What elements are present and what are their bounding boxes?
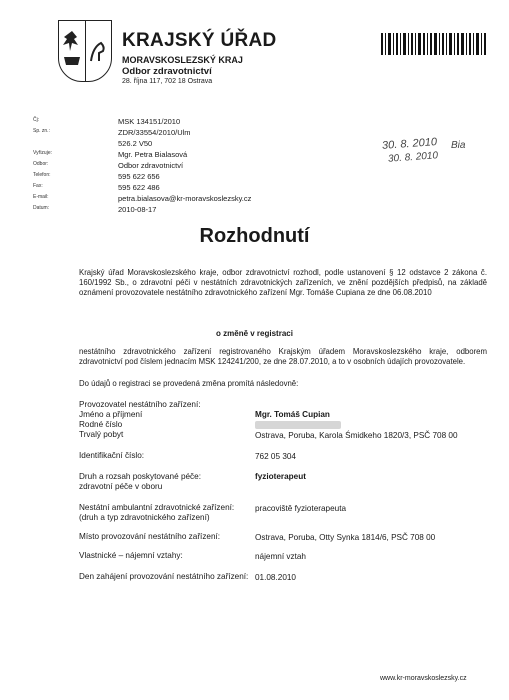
barcode-icon [381, 33, 487, 55]
field-label-ambulance: Nestátní ambulantní zdravotnické zařízení: [79, 503, 235, 512]
meta-label: Vyřizuje: [33, 150, 52, 156]
horse-icon [85, 21, 111, 81]
meta-label: Odbor: [33, 161, 49, 167]
field-value-pobyt: Ostrava, Poruba, Karola Śmidkeho 1820/3, PSČ 708 00 [255, 431, 458, 440]
meta-label: Fax: [33, 183, 43, 189]
field-label-misto: Místo provozování nestátního zařízení: [79, 532, 221, 541]
body-paragraph-2: Do údajů o registraci se provedená změna promítá následovně: [79, 379, 299, 388]
handwritten-date: 30. 8. 2010 [381, 136, 438, 152]
field-label-rodne-cislo: Rodné číslo [79, 420, 123, 429]
field-label-provozovatel: Provozovatel nestátního zařízení: [79, 400, 201, 409]
meta-value: 526.2 V50 [118, 139, 153, 148]
meta-value: 2010-08-17 [118, 205, 157, 214]
meta-value: petra.bialasova@kr-moravskoslezsky.cz [118, 194, 252, 203]
handwritten-initials: Bia [451, 140, 466, 151]
meta-label: Čj: [33, 117, 40, 123]
meta-label: Sp. zn.: [33, 128, 50, 134]
field-label-ambulance-2: (druh a typ zdravotnického zařízení) [79, 513, 210, 522]
field-label-jmeno: Jméno a příjmení [79, 410, 143, 419]
field-label-druh: Druh a rozsah poskytované péče: [79, 472, 201, 481]
field-value-ambulance: pracoviště fyzioterapeuta [255, 504, 347, 513]
field-value-ic: 762 05 304 [255, 452, 296, 461]
field-label-vlastnicke: Vlastnické – nájemní vztahy: [79, 551, 183, 560]
meta-label: E-mail: [33, 194, 49, 200]
subtitle: o změně v registraci [216, 329, 293, 338]
field-value-druh: fyzioterapeut [255, 472, 306, 481]
meta-label: Datum: [33, 205, 50, 211]
field-label-pobyt: Trvalý pobyt [79, 430, 124, 439]
field-value-misto: Ostrava, Poruba, Otty Synka 1814/6, PSČ 708 00 [255, 533, 436, 542]
body-paragraph: nestátního zdravotnického zařízení registrovaného Krajským úřadem Moravskoslezského kraje, odborem zdravotnictví pod číslem jednacím MSK 124241/200, ze dne 28.07.2010, a to v osobních údajích provozovatele. [79, 347, 487, 367]
footer-website: www.kr-moravskoslezsky.cz [380, 675, 467, 682]
org-title: KRAJSKÝ ÚŘAD [122, 30, 277, 51]
field-label-den: Den zahájení provozování nestátního zařízení: [79, 572, 249, 581]
field-value-jmeno: Mgr. Tomáš Cupian [255, 410, 330, 419]
org-address: 28. října 117, 702 18 Ostrava [122, 78, 213, 85]
meta-value: MSK 134151/2010 [118, 117, 181, 126]
field-value-den: 01.08.2010 [255, 573, 296, 582]
field-label-druh-2: zdravotní péče v oboru [79, 482, 163, 491]
eagle-icon [59, 21, 86, 81]
field-label-ic: Identifikační číslo: [79, 451, 145, 460]
meta-label: Telefon: [33, 172, 51, 178]
redacted-value [255, 421, 341, 429]
meta-value: 595 622 486 [118, 183, 160, 192]
meta-value: 595 622 656 [118, 172, 160, 181]
field-value-vlastnicke: nájemní vztah [255, 552, 306, 561]
meta-value: Odbor zdravotnictví [118, 161, 184, 170]
intro-paragraph: Krajský úřad Moravskoslezského kraje, odbor zdravotnictví rozhodl, podle ustanovení § 12 odstavce 2 zákona č. 160/1992 Sb., o zdravotní péči v nestátních zdravotnických zařízeních, ve znění pozdějších předpisů, na základě oznámení provozovatele nestátního zdravotnického zařízení Mgr. Tomáše Cupiana ze dne 06.08.2010 [79, 268, 487, 298]
handwritten-date-2: 30. 8. 2010 [387, 150, 439, 165]
meta-value: Mgr. Petra Bialasová [118, 150, 188, 159]
document-title: Rozhodnutí [199, 225, 310, 247]
org-department: Odbor zdravotnictví [122, 66, 212, 77]
org-subtitle: MORAVSKOSLEZSKÝ KRAJ [122, 55, 243, 65]
coat-of-arms-logo [58, 20, 112, 82]
meta-value: ZDR/33554/2010/Ulm [118, 128, 191, 137]
